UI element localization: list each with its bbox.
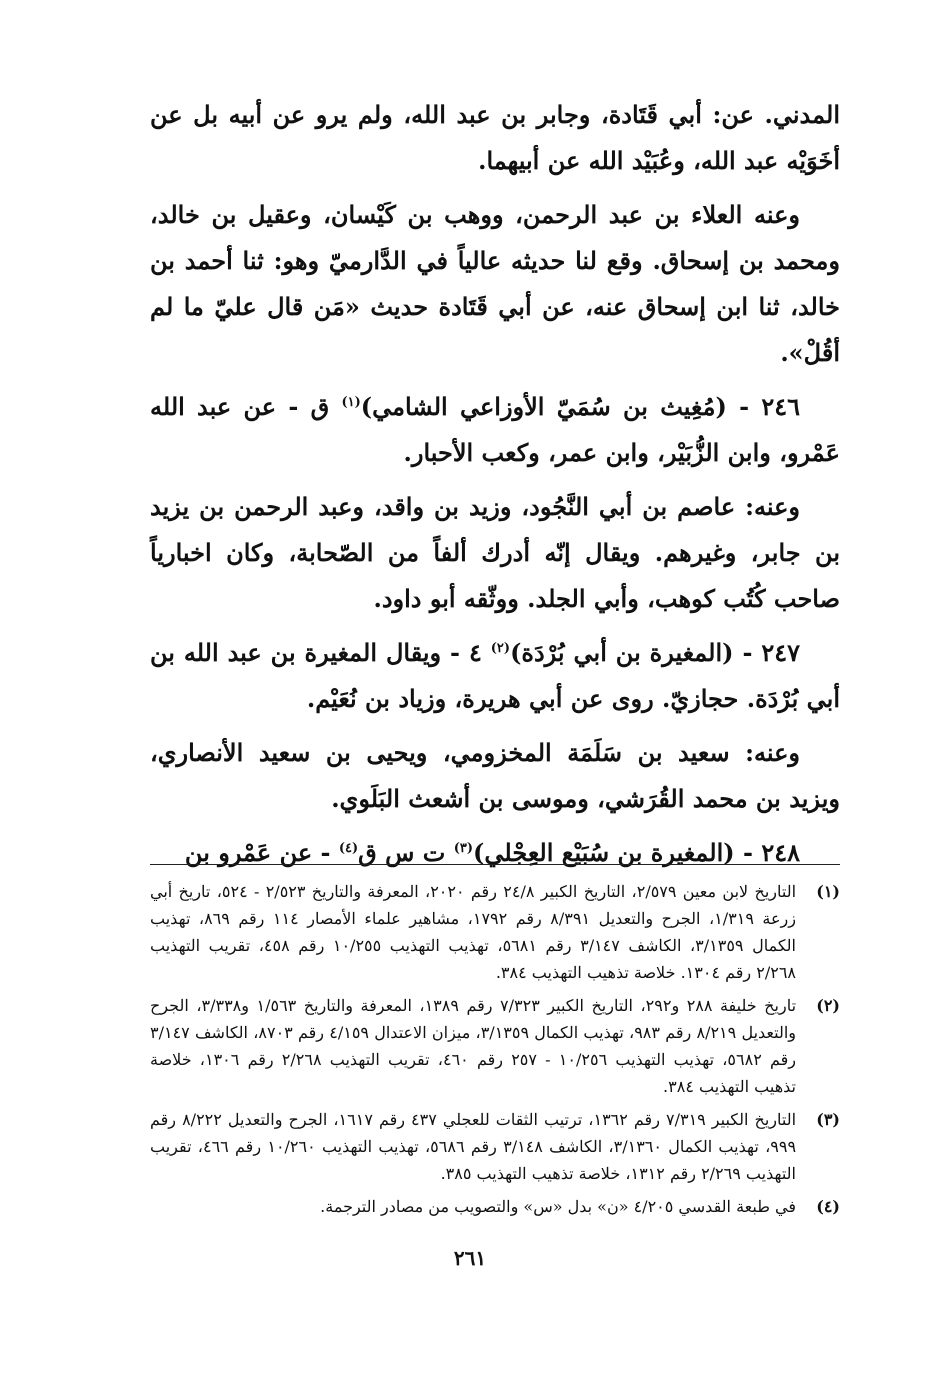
- entry-text: ٤ - ويقال المغيرة بن عبد الله بن أبي بُرْدَة. حجازيّ. روى عن أبي هريرة، وزياد بن نُعَيْم.: [150, 638, 840, 713]
- footnote-item: [150, 992, 840, 1100]
- footnote-item: [150, 878, 840, 986]
- footnote-number: (١): [816, 882, 840, 901]
- paragraph-3: وعنه: عاصم بن أبي النَّجُود، وزيد بن واقد، وعبد الرحمن بن يزيد بن جابر، وغيرهم. ويقال إنّه أدرك ألفاً من الصّحابة، وكان اخبارياً صاحب كُتُب كوهب، وأبي الجلد. ووثّقه أبو داود.: [150, 492, 840, 613]
- entry-248: [150, 830, 840, 876]
- footnote-text: تاريخ خليفة ٢٨٨ و٢٩٢، التاريخ الكبير ٧/٣٢٣ رقم ١٣٨٩، المعرفة والتاريخ ١/٥٦٣ و٣/٣٣٨، الجرح والتعديل ٨/٢١٩ رقم ٩٨٣، تهذيب الكمال ٣/١٣٥٩، ميزان الاعتدال ٤/١٥٩ رقم ٨٧٠٣، الكاشف ٣/١٤٧ رقم ٥٦٨٢، تهذيب التهذيب ١٠/٢٥٦ - ٢٥٧ رقم ٤٦٠، تقريب التهذيب ٢/٢٦٨ رقم ١٣٠٦، خلاصة تذهيب التهذيب ٣٨٤.: [150, 996, 797, 1096]
- main-text: [150, 92, 840, 876]
- footnote-divider: [150, 864, 840, 865]
- footnote-item: [150, 1106, 840, 1187]
- entry-text: - عن عَمْرو بن: [184, 838, 339, 867]
- footnote-ref[interactable]: (٢): [490, 641, 511, 656]
- page-number: ٢٦١: [453, 1246, 487, 1270]
- entry-number: ٢٤٧ -: [742, 638, 801, 667]
- entry-247: [150, 630, 840, 722]
- entry-sigla: ت س ق: [358, 838, 454, 867]
- entry-number: ٢٤٦ -: [739, 392, 801, 421]
- page-content: [150, 92, 840, 1216]
- footnote-number: (٢): [816, 996, 840, 1015]
- footnote-ref[interactable]: (١): [341, 395, 361, 410]
- entry-name: (المغيرة بن سُبَيْع العِجْلي): [473, 838, 735, 867]
- paragraph-1: المدني. عن: أبي قَتَادة، وجابر بن عبد الله، ولم يرو عن أبيه بل عن أخَوَيْه عبد الله، وعُبَيْد الله عن أبيهما.: [150, 100, 840, 175]
- footnote-ref[interactable]: (٤): [338, 841, 359, 856]
- footnotes: [150, 878, 840, 1226]
- entry-number: ٢٤٨ -: [743, 838, 800, 867]
- paragraph-4: وعنه: سعيد بن سَلَمَة المخزومي، ويحيى بن سعيد الأنصاري، ويزيد بن محمد القُرَشي، وموسى بن أشعث البَلَوي.: [150, 738, 840, 813]
- entry-name: (المغيرة بن أبي بُرْدَة): [510, 638, 734, 667]
- footnote-number: (٤): [816, 1197, 840, 1216]
- footnote-ref[interactable]: (٣): [453, 841, 474, 856]
- footnote-text: التاريخ لابن معين ٢/٥٧٩، التاريخ الكبير ٢٤/٨ رقم ٢٠٢٠، المعرفة والتاريخ ٢/٥٢٣ - ٥٢٤، تاريخ أبي زرعة ١/٣١٩، الجرح والتعديل ٨/٣٩١ رقم ١٧٩٢، مشاهير علماء الأمصار ١١٤ رقم ٨٦٩، تهذيب الكمال ٣/١٣٥٩، الكاشف ٣/١٤٧ رقم ٥٦٨١، تهذيب التهذيب ١٠/٢٥٥ رقم ٤٥٨، تقريب التهذيب ٢/٢٦٨ رقم ١٣٠٤. خلاصة تذهيب التهذيب ٣٨٤.: [150, 882, 797, 982]
- entry-246: [150, 384, 840, 476]
- footnote-text: التاريخ الكبير ٧/٣١٩ رقم ١٣٦٢، ترتيب الثقات للعجلي ٤٣٧ رقم ١٦١٧، الجرح والتعديل ٨/٢٢٢ رقم ٩٩٩، تهذيب الكمال ٣/١٣٦٠، الكاشف ٣/١٤٨ رقم ٥٦٨٦، تهذيب التهذيب ١٠/٢٦٠ رقم ٤٦٦، تقريب التهذيب ٢/٢٦٩ رقم ١٣١٢، خلاصة تذهيب التهذيب ٣٨٥.: [150, 1110, 797, 1183]
- footnote-text: في طبعة القدسي ٤/٢٠٥ «ن» بدل «س» والتصويب من مصادر الترجمة.: [320, 1197, 796, 1216]
- paragraph-2: وعنه العلاء بن عبد الرحمن، ووهب بن كَيْسان، وعقيل بن خالد، ومحمد بن إسحاق. وقع لنا حديثه عالياً في الدَّارميّ وهو: ثنا أحمد بن خالد، ثنا ابن إسحاق عنه، عن أبي قَتَادة حديث «مَن قال عليّ ما لم أقُلْ».: [150, 200, 840, 367]
- entry-name: (مُغِيث بن سُمَيّ الأوزاعي الشامي): [360, 392, 727, 421]
- footnote-number: (٣): [816, 1110, 840, 1129]
- footnote-item: [150, 1193, 840, 1220]
- entry-text: ق - عن عبد الله عَمْرو، وابن الزُّبَيْر، وابن عمر، وكعب الأحبار.: [150, 392, 840, 467]
